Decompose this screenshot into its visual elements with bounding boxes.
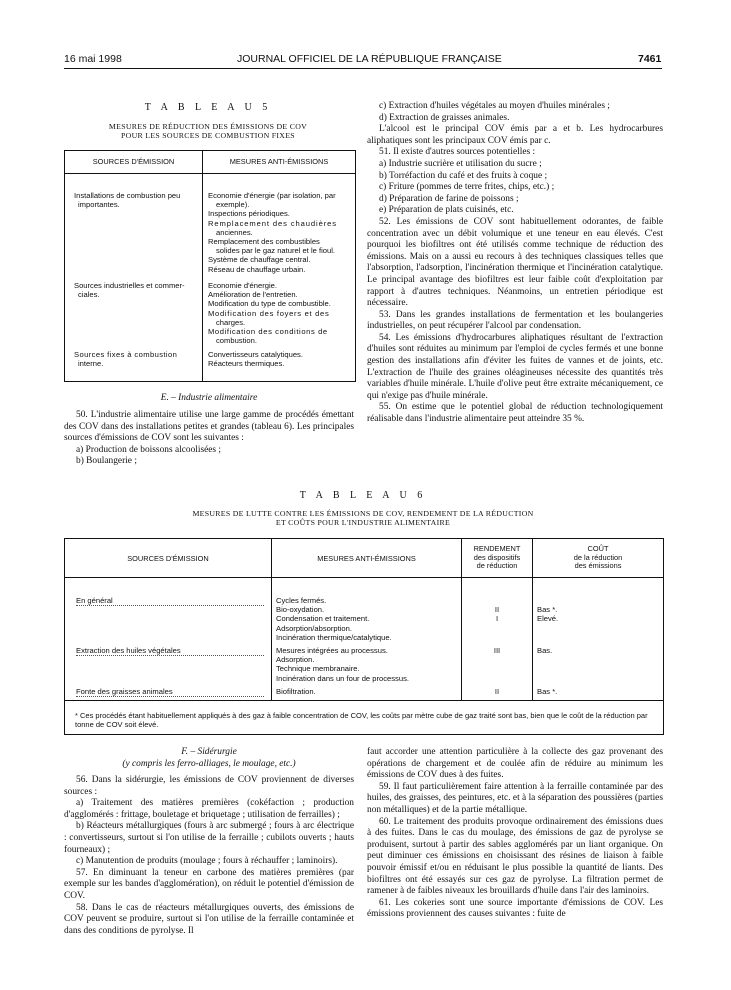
list51-e: e) Préparation de plats cuisinés, etc. xyxy=(379,205,514,216)
tableau5-title: T A B L E A U 5 xyxy=(144,102,272,113)
tableau5-row1-mesures: Economie d'énergie (par isolation, par exemple). Inspections périodiques. Remplacement des chaudières anciennes. Remplacement des combustibles solides par le gaz naturel et le fioul. Système de chauffage central. Réseau de chauffage urbain. xyxy=(208,191,337,274)
tableau6-row3-source: Fonte des graisses animales xyxy=(76,687,266,697)
header-page-number: 7461 xyxy=(638,53,662,65)
list-item-b: b) Boulangerie ; xyxy=(76,456,137,467)
right-column-top xyxy=(367,101,663,426)
list51-a: a) Industrie sucrière et utilisation du sucre ; xyxy=(379,158,542,169)
paragraph-55: 55. On estime que le potentiel global de réduction technologiquement réalisable dans l'industrie alimentaire peut atteindre 35 %. xyxy=(367,402,663,425)
paragraph-58-cont: faut accorder une attention particulière à la collecte des gaz provenant des opérations de chargement et de coulée afin de réduire au minimum les émissions de COV dues à des fuites. xyxy=(367,747,663,781)
tableau6-row1-rendement: II I xyxy=(494,605,500,624)
header-journal: JOURNAL OFFICIEL DE LA RÉPUBLIQUE FRANÇAISE xyxy=(237,53,502,65)
tableau5-table xyxy=(64,150,356,382)
right-column-bottom xyxy=(367,747,663,921)
tableau6-row3-cout: Bas *. xyxy=(537,687,558,696)
tableau5-subtitle-1: MESURES DE RÉDUCTION DES ÉMISSIONS DE COV xyxy=(108,121,308,131)
list51-b: b) Torréfaction du café et des fruits à coque ; xyxy=(379,170,548,181)
tableau6-col-cout: COÛT de la réduction des émissions xyxy=(573,544,623,571)
tableau5-row2-mesures: Economie d'énergie. Amélioration de l'entretien. Modification du type de combustible. Modification des foyers et des charges. Modification des conditions de combustion. xyxy=(208,281,331,346)
paragraph-51: 51. Il existe d'autres sources potentielles : xyxy=(379,147,536,158)
list51-c: c) Friture (pommes de terre frites, chips, etc.) ; xyxy=(379,182,555,193)
tableau6-row2-rendement: III xyxy=(493,646,501,655)
tableau6-row2-mesures: Mesures intégrées au processus. Adsorption. Technique membranaire. Incinération dans un four de processus. xyxy=(276,646,409,683)
tableau6-footnote: * Ces procédés étant habituellement appliqués à des gaz à faible concentration de COV, les coûts par mètre cube de gaz traité sont bas, bien que le coût de la réduction par tonne de COV soit élevé. xyxy=(75,711,648,729)
paragraph-61: 61. Les cokeries sont une source importante d'émissions de COV. Les émissions proviennent des causes suivantes : fuite de xyxy=(367,897,663,920)
tableau6-col-mesures: MESURES ANTI-ÉMISSIONS xyxy=(317,554,416,563)
section-f-body xyxy=(64,775,354,937)
paragraph-53: 53. Dans les grandes installations de fermentation et les boulangeries industrielles, on peut récupérer l'alcool par condensation. xyxy=(367,309,663,332)
list-item-a: a) Production de boissons alcoolisées ; xyxy=(76,444,222,455)
tableau5-heading xyxy=(64,102,352,140)
item-d: d) Extraction de graisses animales. xyxy=(379,112,510,123)
section-e-body xyxy=(64,410,354,468)
tableau5-row1-source: Installations de combustion peu importantes. xyxy=(74,191,181,210)
tableau6-row1-source: En général xyxy=(76,596,266,606)
tableau5-col-sources: SOURCES D'ÉMISSION xyxy=(92,157,175,166)
paragraph-59: 59. Il faut particulièrement faire attention à la ferraille contaminée par des huiles, des graisses, des peintures, etc. et à la séparation des poussières (parties non métalliques) et de la partie métallique. xyxy=(367,781,663,815)
paragraph-50: 50. L'industrie alimentaire utilise une large gamme de procédés émettant des COV dans des installations petites et grandes (tableau 6). Les principales sources d'émissions de COV sont les suivantes : xyxy=(64,410,354,444)
tableau5-col-mesures: MESURES ANTI-ÉMISSIONS xyxy=(229,157,329,166)
header-date: 16 mai 1998 xyxy=(64,53,122,65)
tableau6-heading xyxy=(64,490,662,527)
tableau6-subtitle-2: ET COÛTS POUR L'INDUSTRIE ALIMENTAIRE xyxy=(275,517,451,527)
tableau6-table xyxy=(64,538,664,735)
paragraph-56-b: b) Réacteurs métallurgiques (fours à arc submergé ; fours à arc électrique : convertisseurs, surtout si l'on utilise de la ferraille ; cubilots ouverts ; hauts fourneaux) ; xyxy=(64,821,354,855)
paragraph-54: 54. Les émissions d'hydrocarbures aliphatiques résultant de l'extraction d'huiles sont réduites au minimum par l'emploi de cycles fermés et une bonne gestion des installations afin d'éviter les fuites de vannes et de joints, etc. L'extraction de l'huile des graines oléagineuses nécessite des quantités très variables d'huile minérale. L'huile d'olive peut être extraite mécaniquement, ce qui n'exige pas d'huile minérale. xyxy=(367,332,663,401)
tableau6-row3-rendement: II xyxy=(494,687,500,696)
list51-d: d) Préparation de farine de poissons ; xyxy=(379,193,519,204)
paragraph-56: 56. Dans la sidérurgie, les émissions de COV proviennent de diverses sources : xyxy=(64,775,354,797)
item-c: c) Extraction d'huiles végétales au moyen d'huiles minérales ; xyxy=(379,101,610,111)
section-f-subtitle: (y compris les ferro-alliages, le moulage, etc.) xyxy=(122,758,296,769)
paragraph-56-a: a) Traitement des matières premières (cokéfaction ; production d'agglomérés : frittage, bouletage et briquetage ; utilisation de ferrailles) ; xyxy=(64,798,354,820)
section-f-heading xyxy=(64,747,354,770)
header-rule xyxy=(64,68,662,69)
paragraph-60: 60. Le traitement des produits provoque ordinairement des émissions dues à des fuites. Dans le cas du moulage, des émissions de gaz de pyrolyse se produisent, surtout à partir des sables agglomérés par un liant organique. On peut diminuer ces émissions en choisissant des résines de liaison à faible pouvoir émissif et/ou en réduisant le plus possible la quantité de liants. Des biofiltres ont été essayés sur ces gaz de pyrolyse. La filtration permet de ramener à de faibles niveaux les brouillards d'huile dans l'air des laminoirs. xyxy=(367,816,663,897)
tableau6-subtitle-1: MESURES DE LUTTE CONTRE LES ÉMISSIONS DE COV, RENDEMENT DE LA RÉDUCTION xyxy=(192,508,534,518)
paragraph-52: 52. Les émissions de COV sont habituellement odorantes, de faible concentration avec un débit volumique et une teneur en eau élevés. C'est pourquoi les biofiltres ont été utilisés comme technique de réduction des émissions. Mais on a aussi eu recours à des techniques classiques telles que l'absorption, l'adsorption, l'incinération thermique et l'incinération catalytique. Le principal avantage des biofiltres est leur faible coût d'exploitation par rapport à d'autres techniques. Néanmoins, un entretien périodique est nécessaire. xyxy=(367,216,663,309)
tableau5-row2-source: Sources industrielles et commer- ciales. xyxy=(74,281,185,300)
paragraph-57: 57. En diminuant la teneur en carbone des matières premières (par exemple sur les bandes d'agglomération), on réduit le potentiel d'émission de COV. xyxy=(64,867,354,901)
paragraph-58: 58. Dans le cas de réacteurs métallurgiques ouverts, des émissions de COV peuvent se produire, surtout si l'on utilise de la ferraille contaminée et dans des conditions de pyrolyse. Il xyxy=(64,902,354,936)
paragraph-alcool: L'alcool est le principal COV émis par a et b. Les hydrocarbures aliphatiques sont les principaux COV émis par c. xyxy=(367,124,663,146)
tableau6-row2-cout: Bas. xyxy=(537,646,553,655)
tableau6-title: T A B L E A U 6 xyxy=(299,490,427,501)
tableau6-row2-source: Extraction des huiles végétales xyxy=(76,646,266,656)
section-e-title: E. – Industrie alimentaire xyxy=(160,393,258,403)
tableau6-col-sources: SOURCES D'ÉMISSION xyxy=(127,554,209,563)
section-f-title: F. – Sidérurgie xyxy=(181,747,237,757)
tableau5-row3-source: Sources fixes à combustion interne. xyxy=(74,350,178,369)
tableau6-row3-mesures: Biofiltration. xyxy=(276,687,316,696)
tableau6-row1-cout: Bas *. Elevé. xyxy=(537,605,559,624)
tableau5-subtitle-2: POUR LES SOURCES DE COMBUSTION FIXES xyxy=(121,130,295,140)
tableau5-row3-mesures: Convertisseurs catalytiques. Réacteurs thermiques. xyxy=(208,350,303,369)
tableau6-col-rendement: RENDEMENT des dispositifs de réduction xyxy=(473,544,521,571)
section-e-heading xyxy=(64,393,354,405)
tableau6-row1-mesures: Cycles fermés. Bio-oxydation. Condensation et traitement. Adsorption/absorption. Incinération thermique/catalytique. xyxy=(276,596,392,642)
paragraph-56-c: c) Manutention de produits (moulage ; fours à réchauffer ; laminoirs). xyxy=(76,856,338,867)
